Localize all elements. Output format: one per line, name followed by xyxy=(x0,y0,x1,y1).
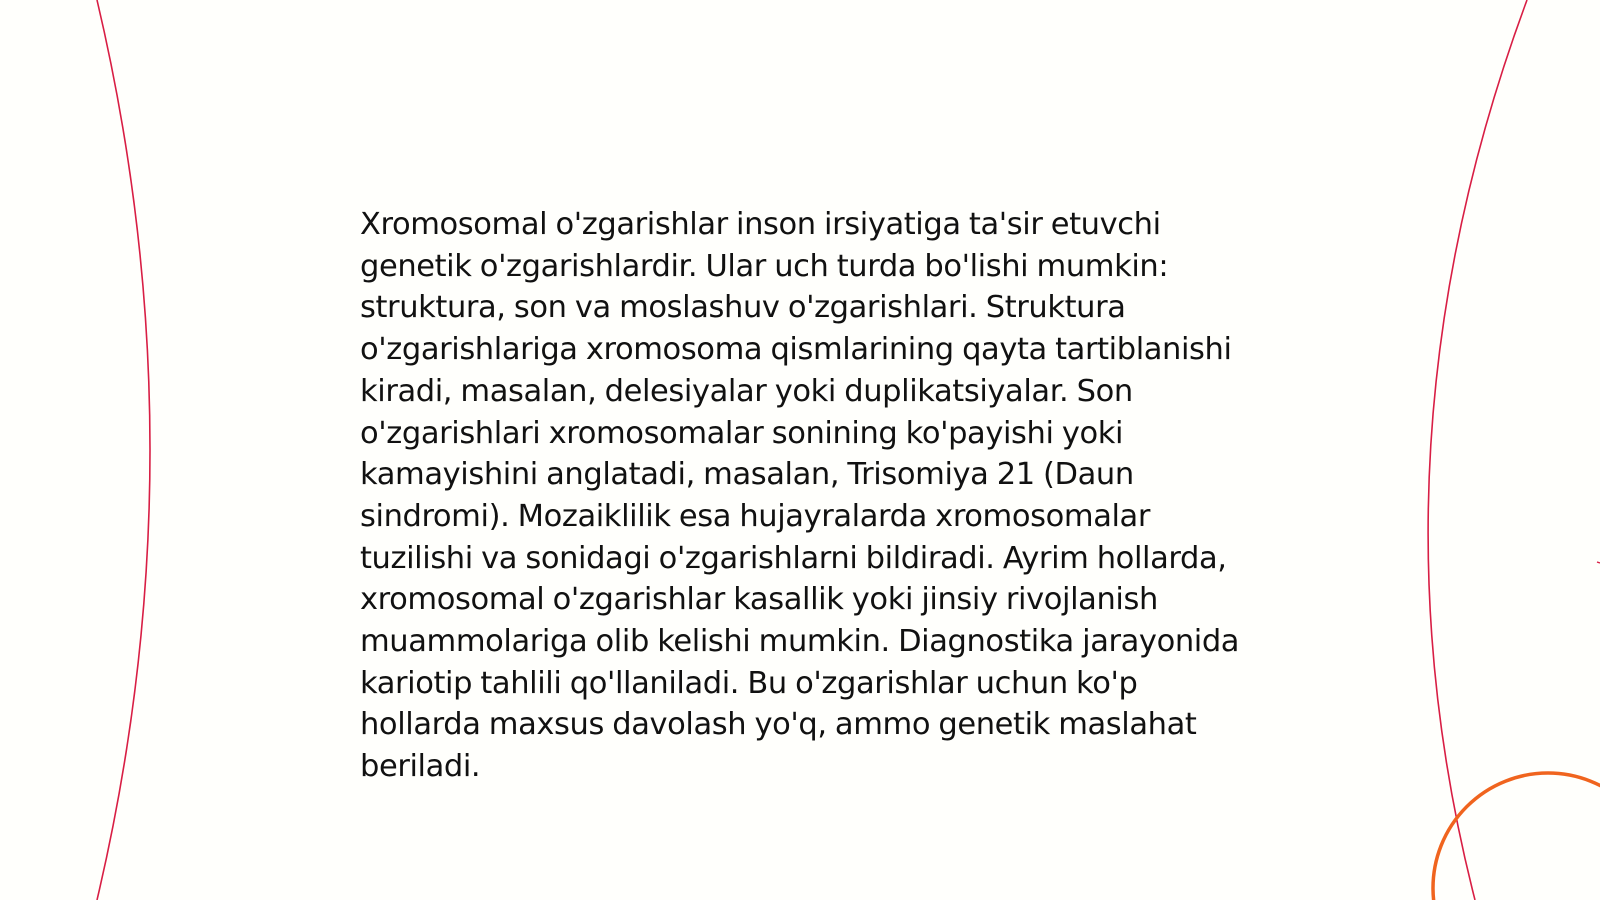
right-arc-decoration xyxy=(1428,0,1527,900)
orange-circle-decoration xyxy=(1433,773,1600,900)
left-arc-decoration xyxy=(97,0,150,900)
body-paragraph: Xromosomal o'zgarishlar inson irsiyatiga ta'sir etuvchi genetik o'zgarishlardir. Ular uch turda bo'lishi mumkin: struktura, son va moslashuv o'zgarishlari. Struktura o'zgarishlariga xromosoma qismlarining qayta tartiblanishi kiradi, masalan, delesiyalar yoki duplikatsiyalar. Son o'zgarishlari xromosomalar sonining ko'payishi yoki kamayishini anglatadi, masalan, Trisomiya 21 (Daun sindromi). Mozaiklilik esa hujayralarda xromosomalar tuzilishi va sonidagi o'zgarishlarni bildiradi. Ayrim hollarda, xromosomal o'zgarishlar kasallik yoki jinsiy rivojlanish muammolariga olib kelishi mumkin. Diagnostika jarayonida kariotip tahlili qo'llaniladi. Bu o'zgarishlar uchun ko'p hollarda maxsus davolash yo'q, ammo genetik maslahat beriladi. xyxy=(360,207,1240,785)
